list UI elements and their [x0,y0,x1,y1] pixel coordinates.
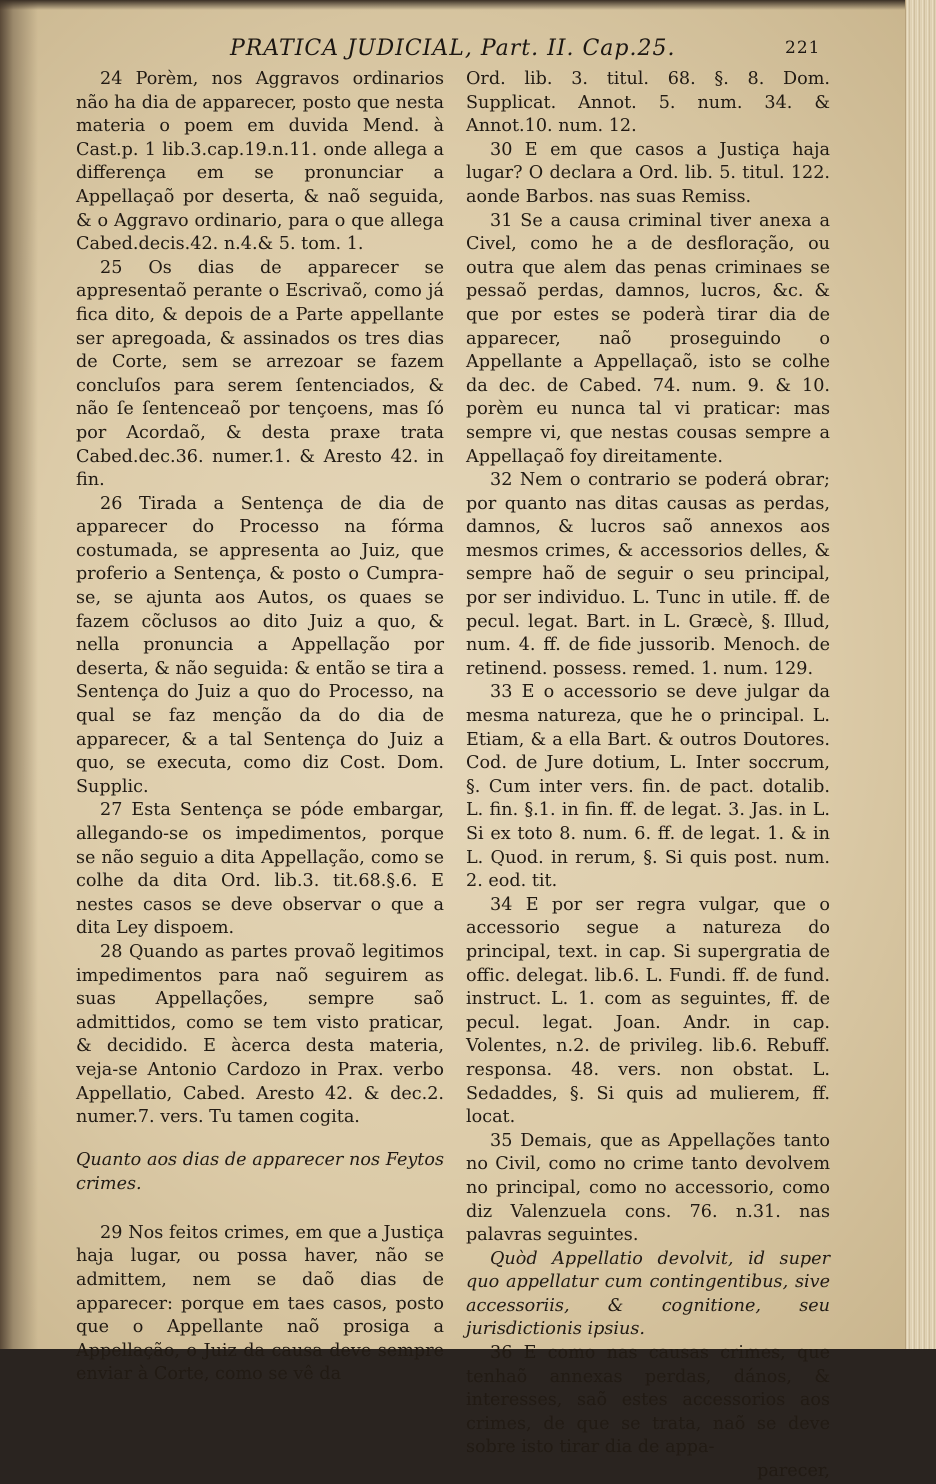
page-edges [905,0,936,1349]
top-edge-shadow [0,0,936,10]
paragraph-31: 31 Se a causa criminal tiver anexa a Civel, como he a de desfloração, ou outra que alem das penas criminaes se pessaõ perdas, damnos, lucros, &c. & que por estes se poderà tirar dia de apparecer, naõ proseguindo o Appellante a Appellaçaõ, isto se colhe da dec. de Cabed. 74. num. 9. & 10. porèm eu nunca tal vi praticar: mas sempre vi, que nestas cousas sempre a Appellaçaõ foy direitamente. [466,210,830,467]
left-column [76,68,444,1387]
paragraph-26: 26 Tirada a Sentença de dia de apparecer do Processo na fórma costumada, se appresenta ao Juiz, que proferio a Sentença, & posto o Cumpra-se, se ajunta aos Autos, os quaes se fazem cõclusos ao dito Juiz a quo, & nella pronuncia a Appellação por deserta, & não seguida: & então se tira a Sentença do Juiz a quo do Processo, na qual se faz menção da do dia de apparecer, & a tal Sentença do Juiz a quo, se executa, como diz Cost. Dom. Supplic. [76,493,444,797]
section-subheading: Quanto aos dias de apparecer nos Feytos crimes. [76,1149,444,1194]
paragraph-27: 27 Esta Sentença se póde embargar, allegando-se os impedimentos, porque se não seguio a dita Appellação, como se colhe da dita Ord. lib.3. tit.68.§.6. E nestes casos se deve observar o que a dita Ley dispoem. [76,800,444,939]
paragraph-28: 28 Quando as partes provaõ legitimos impedimentos para naõ seguirem as suas Appellações, sempre saõ admittidos, como se tem visto praticar, & decidido. E àcerca desta materia, veja-se Antonio Cardozo in Prax. verbo Appellatio, Cabed. Aresto 42. & dec.2. numer.7. vers. Tu tamen cogita. [76,941,444,1128]
paragraph-24: 24 Porèm, nos Aggravos ordinarios não ha dia de apparecer, posto que nesta materia o poem em duvida Mend. à Cast.p. 1 lib.3.cap.19.n.11. onde allega a differença em se pronunciar a Appellaçaõ por deserta, & naõ seguida, & o Aggravo ordinario, para o que allega Cabed.decis.42. n.4.& 5. tom. 1. [76,69,444,255]
right-column [466,68,830,1484]
paragraph-33: 33 E o accessorio se deve julgar da mesma natureza, que he o principal. L. Etiam, & a ella Bart. & outros Doutores. Cod. de Jure dotium, L. Inter soccrum, §. Cum inter vers. fin. de pact. dotalib. L. fin. §.1. in fin. ff. de legat. 3. Jas. in L. Si ex toto 8. num. 6. ff. de legat. 1. & in L. Quod. in rerum, §. Si quis post. num. 2. eod. tit. [466,682,830,892]
paragraph-25: 25 Os dias de apparecer se appresentaõ perante o Escrivaõ, como já fica dito, & depois de a Parte appellante ser apregoada, & assinados os tres dias de Corte, sem se arrezoar se fazem concluſos para serem ſentenciados, & não ſe ſentenceaõ por tençoens, mas ſó por Acordaõ, & desta praxe trata Cabed.dec.36. numer.1. & Aresto 42. in fin. [76,257,444,491]
paragraph-29: 29 Nos feitos crimes, em que a Justiça haja lugar, ou possa haver, não se admittem, nem se daõ dias de apparecer: porque em taes casos, posto que o Appellante naõ prosiga a Appellação, o Juiz da causa deve sempre enviar à Corte, como se vê da [76,1222,444,1385]
paragraph-34: 34 E por ser regra vulgar, que o accessorio segue a natureza do principal, text. in cap. Si supergratia de offic. delegat. lib.6. L. Fundi. ff. de fund. instruct. L. 1. com as seguintes, ff. de pecul. legat. Joan. Andr. in cap. Volentes, n.2. de privileg. lib.6. Rebuff. responsa. 48. vers. non obstat. L. Sedaddes, §. Si quis ad mulierem, ff. locat. [466,894,830,1128]
paragraph-35: 35 Demais, que as Appellações tanto no Civil, como no crime tanto devolvem no principal, como no accessorio, como diz Valenzuela cons. 76. n.31. nas palavras seguintes. [466,1130,830,1246]
paragraph-30: 30 E em que casos a Justiça haja lugar? O declara a Ord. lib. 5. titul. 122. aonde Barbos. nas suas Remiss. [466,139,830,207]
page-number: 221 [785,38,821,58]
gutter-shadow [0,0,38,1349]
running-title: PRATICA JUDICIAL, Part. II. Cap.25. [230,36,676,61]
catchword: parecer, [757,1461,830,1482]
running-header [230,36,830,68]
paragraph-36: 36 E como nas causas crimes, que tenhaõ annexas perdas, dános, & interesses, saõ estes accessorios aos crimes, de que se trata, naõ se deve sobre isto tirar dia de appa- [466,1343,830,1458]
latin-quotation: Quòd Appellatio devolvit, id super quo appellatur cum contingentibus, sive accessoriis, & cognitione, seu jurisdictionis ipsius. [466,1248,830,1340]
paragraph-continuation: Ord. lib. 3. titul. 68. §. 8. Dom. Supplicat. Annot. 5. num. 34. & Annot.10. num. 12. [466,69,830,137]
paragraph-32: 32 Nem o contrario se poderá obrar; por quanto nas ditas causas as perdas, damnos, & lucros saõ annexos aos mesmos crimes, & accessorios delles, & sempre haõ de seguir o seu principal, por ser individuo. L. Tunc in utile. ff. de pecul. legat. Bart. in L. Græcè, §. Illud, num. 4. ff. de fide jussorib. Menoch. de retinend. possess. remed. 1. num. 129. [466,470,830,679]
